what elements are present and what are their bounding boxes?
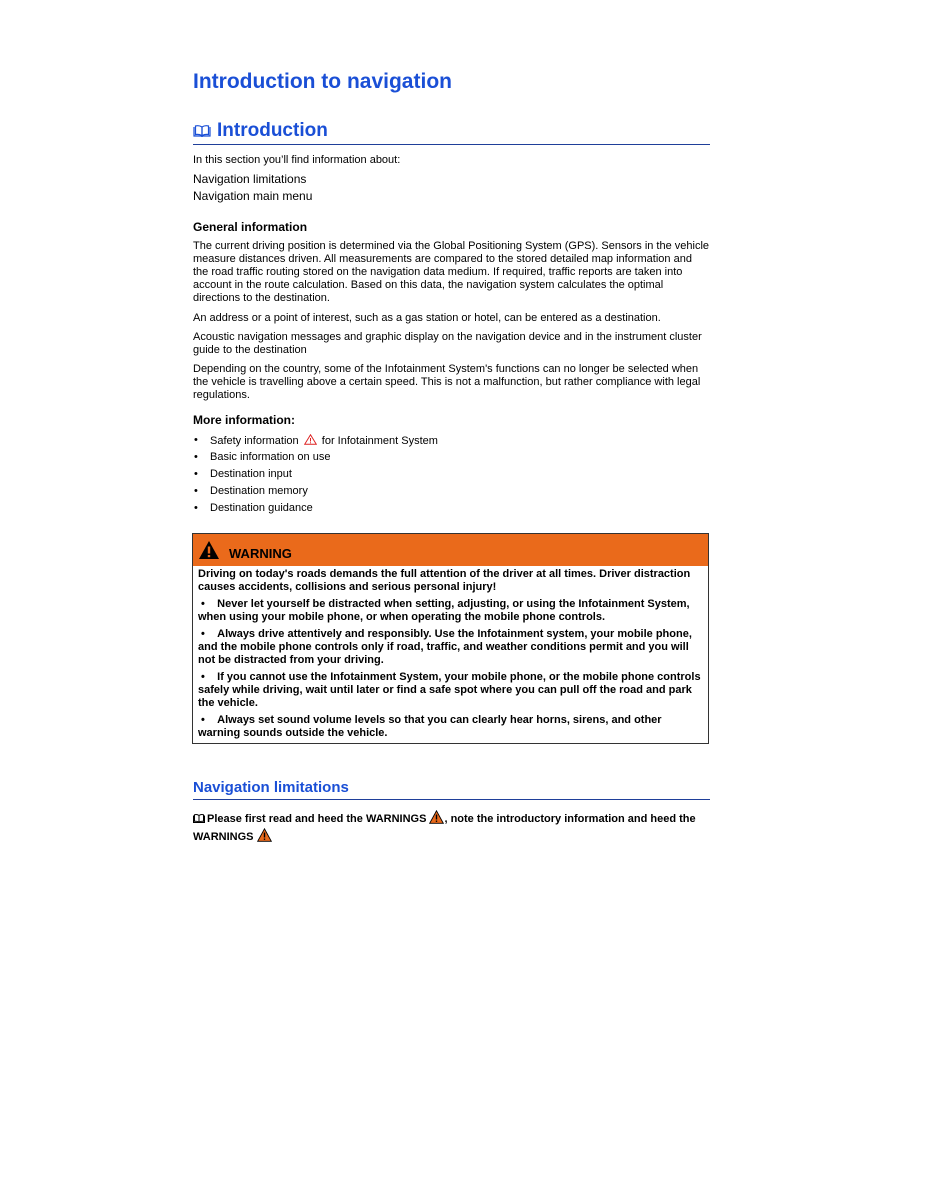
warning-item: • Always drive attentively and responsibly. Use the Infotainment system, your mobile phone, and the mobile phone controls only if road, traffic, and weather conditions permit and you will not be distracted from your driving. — [198, 628, 692, 666]
introduction-section-header — [193, 120, 710, 145]
list-item[interactable]: • Basic information on use — [193, 451, 710, 468]
book-icon — [193, 814, 205, 823]
warning-label: WARNING — [229, 546, 292, 561]
list-item[interactable]: • Destination memory — [193, 485, 710, 502]
book-icon — [193, 125, 211, 137]
warning-icon — [198, 540, 220, 560]
general-info-paragraph: An address or a point of interest, such as a gas station or hotel, can be entered as a destination. — [193, 312, 661, 324]
list-item[interactable] — [193, 434, 710, 451]
warning-item: • Never let yourself be distracted when setting, adjusting, or using the Infotainment System, when using your mobile phone, or when operating the mobile phone controls. — [198, 598, 690, 623]
more-info-heading: More information: — [193, 413, 295, 427]
warning-item-text: Always set sound volume levels so that you can clearly hear horns, sirens, and other warning sounds outside the vehicle. — [198, 714, 662, 739]
navigation-limitations-heading: Navigation limitations — [193, 779, 349, 796]
warning-icon[interactable] — [257, 828, 272, 842]
general-info-paragraph: Acoustic navigation messages and graphic display on the navigation device and in the instrument cluster guide to the destination — [193, 331, 702, 356]
list-item-text: Safety information — [210, 435, 299, 447]
warning-header — [193, 534, 708, 566]
intro-lead: In this section you’ll find information about: — [193, 154, 401, 166]
warning-box — [192, 533, 709, 744]
list-item-text: for Infotainment System — [321, 435, 438, 447]
introduction-heading — [193, 120, 710, 142]
navigation-limitations-header — [193, 778, 710, 800]
general-info-paragraph: The current driving position is determined via the Global Positioning System (GPS). Sensors in the vehicle measure distances driven. All measurements are compared to the stored detailed map information and the road traffic routing stored on the navigation data medium. If required, traffic reports are taken into account in the route calculation. Based on this data, the navigation system calculates the optimal directions to the destination. — [193, 240, 710, 304]
general-info-heading: General information — [193, 220, 308, 234]
general-info-paragraph: Depending on the country, some of the Infotainment System's functions can no longer be selected when the vehicle is travelling above a certain speed. This is not a malfunction, but rather compliance with legal regulations. — [193, 363, 701, 401]
warning-body — [193, 566, 708, 740]
warning-item: • If you cannot use the Infotainment System, your mobile phone, or the mobile phone controls safely while driving, wait until later or find a safe spot where you can pull off the road and park the vehicle. — [198, 671, 701, 709]
more-info-list — [193, 434, 710, 519]
warning-outline-icon — [304, 434, 317, 445]
warning-item: • Always set sound volume levels so that you can clearly hear horns, sirens, and other warning sounds outside the vehicle. — [198, 714, 662, 739]
warning-icon[interactable] — [429, 810, 444, 824]
navigation-limitations-text — [193, 810, 710, 846]
link-navigation-main-menu[interactable]: Navigation main menu — [193, 189, 313, 203]
list-item[interactable]: • Destination guidance — [193, 502, 710, 519]
navigation-limitations-text-2: , note the introductory information and heed the WARNINGS — [193, 813, 696, 843]
warning-item-text: Never let yourself be distracted when setting, adjusting, or using the Infotainment System, when using your mobile phone, or when operating the mobile phone controls. — [198, 598, 690, 623]
navigation-limitations-text-1: Please first read and heed the WARNINGS — [207, 813, 427, 825]
warning-item-text: If you cannot use the Infotainment System, your mobile phone, or the mobile phone controls safely while driving, wait until later or find a safe spot where you can pull off the road and park the vehicle. — [198, 671, 701, 709]
introduction-heading-text: Introduction — [217, 120, 328, 141]
list-item[interactable]: • Destination input — [193, 468, 710, 485]
link-navigation-limitations[interactable]: Navigation limitations — [193, 172, 307, 186]
warning-intro: Driving on today's roads demands the full attention of the driver at all times. Driver distraction causes accidents, collisions and serious personal injury! — [198, 568, 691, 593]
page-title: Introduction to navigation — [193, 70, 452, 93]
warning-item-text: Always drive attentively and responsibly. Use the Infotainment system, your mobile phone, and the mobile phone controls only if road, traffic, and weather conditions permit and you will not be distracted from your driving. — [198, 628, 692, 666]
